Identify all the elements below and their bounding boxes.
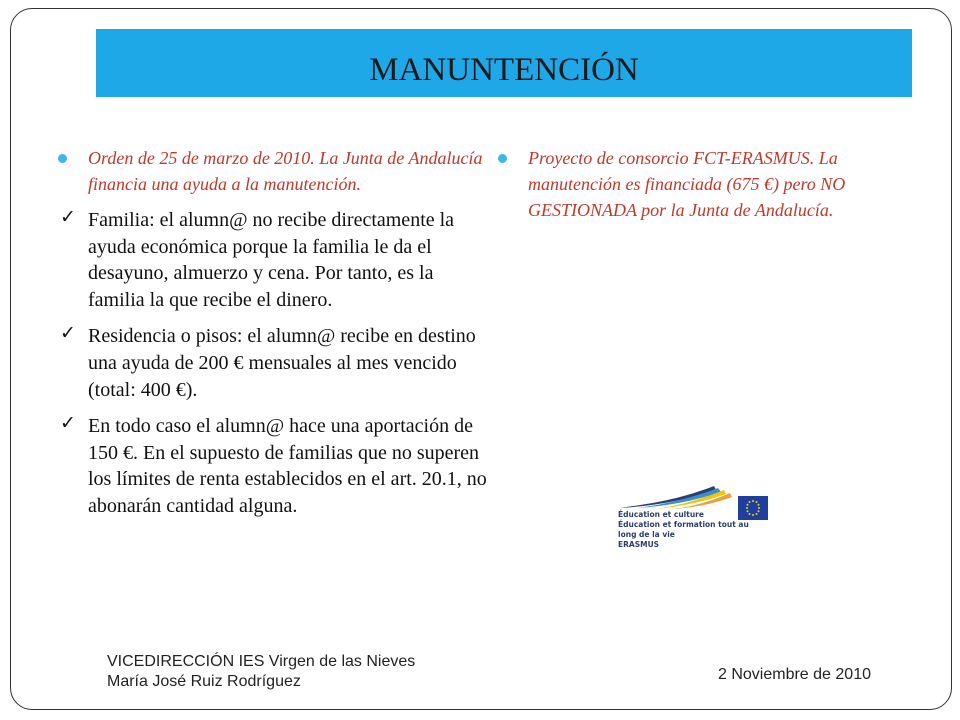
logo-line: Éducation et culture <box>618 510 704 519</box>
footer-line-1: VICEDIRECCIÓN IES Virgen de las Nieves <box>107 653 416 670</box>
list-item <box>58 413 488 519</box>
logo-line: Éducation et formation tout au <box>618 520 749 529</box>
right-intro-bullet <box>498 145 898 223</box>
list-item-text: Familia: el alumn@ no recibe directamente la ayuda económica porque la familia le da el desayuno, almuerzo y cena. Por tanto, es la familia la que recibe el dinero. <box>88 209 455 311</box>
list-item <box>58 323 488 403</box>
bullet-dot-icon <box>58 154 67 163</box>
list-item <box>58 207 488 313</box>
right-column <box>498 145 898 223</box>
logo-caption <box>618 510 749 550</box>
footer-line-2: María José Ruiz Rodríguez <box>107 673 301 690</box>
swoosh-icon <box>618 484 738 510</box>
list-item-text: En todo caso el alumn@ hace una aportación de 150 €. En el supuesto de familias que no superen los límites de renta establecidos en el art. 20.1, no abonarán cantidad alguna. <box>88 415 487 517</box>
left-column <box>58 145 488 520</box>
footer-author <box>107 652 415 692</box>
logo-line: ERASMUS <box>618 540 660 549</box>
erasmus-logo <box>618 484 770 580</box>
logo-line: long de la vie <box>618 530 675 539</box>
slide-title: MANUNTENCIÓN <box>369 51 639 88</box>
title-bar <box>96 29 912 97</box>
left-intro-text: Orden de 25 de marzo de 2010. La Junta de Andalucía financia una ayuda a la manutención. <box>88 148 483 194</box>
right-intro-text: Proyecto de consorcio FCT-ERASMUS. La manutención es financiada (675 €) pero NO GESTIONADA por la Junta de Andalucía. <box>528 148 846 220</box>
checkmark-icon: ✓ <box>60 412 76 435</box>
checkmark-icon: ✓ <box>60 322 76 345</box>
list-item-text: Residencia o pisos: el alumn@ recibe en destino una ayuda de 200 € mensuales al mes vencido (total: 400 €). <box>88 325 476 401</box>
checkmark-icon: ✓ <box>60 206 76 228</box>
left-intro-bullet <box>58 145 488 197</box>
bullet-dot-icon <box>498 154 507 163</box>
footer-date: 2 Noviembre de 2010 <box>718 666 871 683</box>
